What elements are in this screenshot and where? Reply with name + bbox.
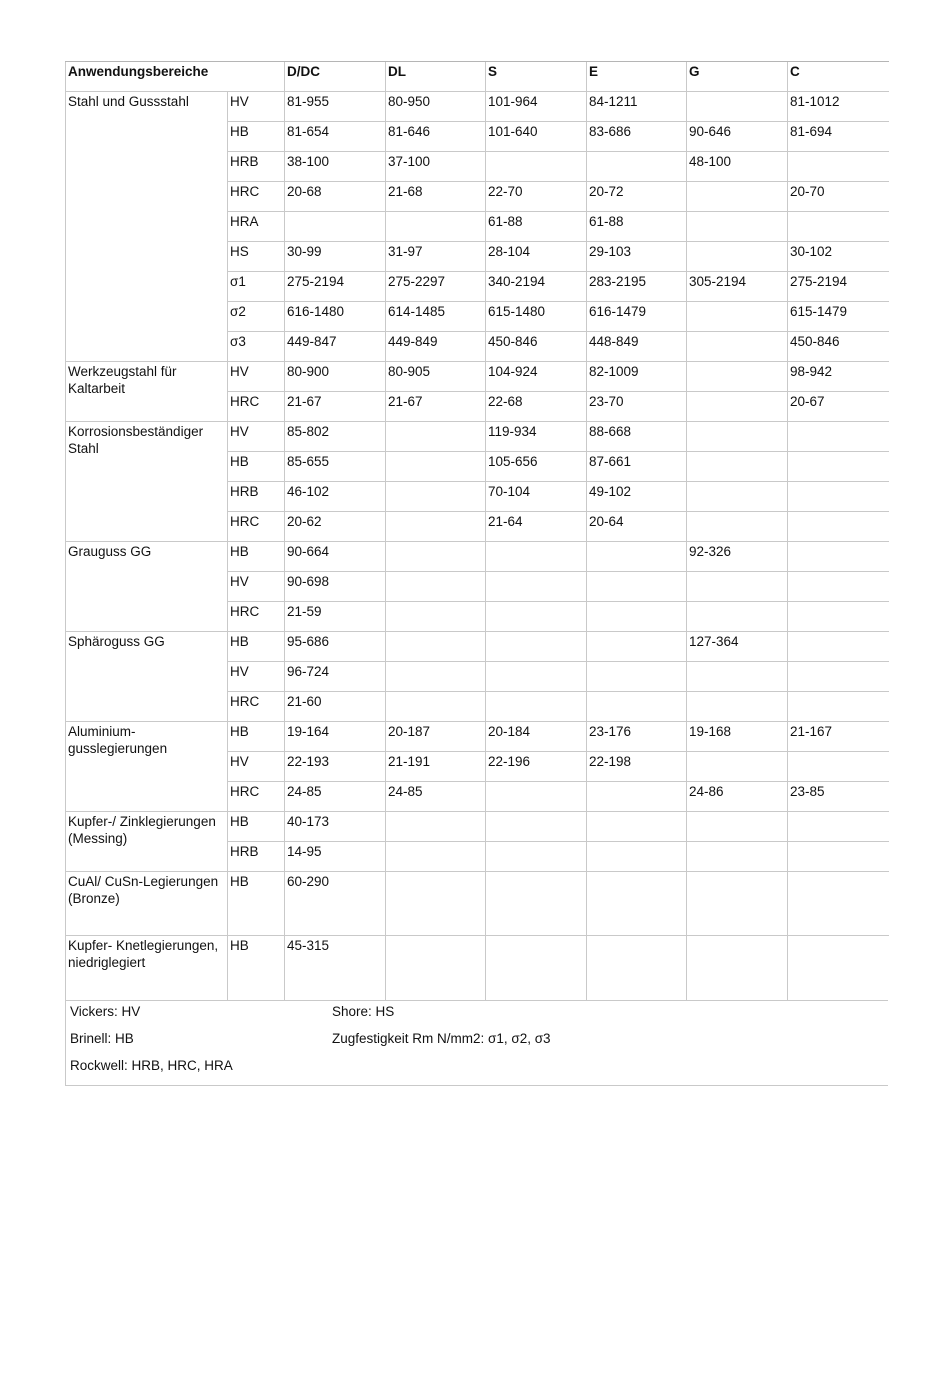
method-cell: HRC [228, 512, 285, 542]
value-cell [687, 936, 788, 1000]
value-cell: 83-686 [587, 122, 687, 152]
value-cell: 92-326 [687, 542, 788, 572]
value-cell: 48-100 [687, 152, 788, 182]
method-cell: HRB [228, 482, 285, 512]
value-cell [788, 542, 889, 572]
value-cell: 95-686 [285, 632, 386, 662]
value-cell [788, 482, 889, 512]
value-cell [486, 572, 587, 602]
method-cell: HV [228, 752, 285, 782]
value-cell: 24-86 [687, 782, 788, 812]
area-label: Kupfer- Knetlegierungen, niedriglegiert [66, 936, 228, 1000]
value-cell: 82-1009 [587, 362, 687, 392]
value-cell [386, 602, 486, 632]
value-cell: 23-70 [587, 392, 687, 422]
value-cell [386, 632, 486, 662]
value-cell: 60-290 [285, 872, 386, 936]
value-cell [687, 812, 788, 842]
value-cell [687, 872, 788, 936]
value-cell: 46-102 [285, 482, 386, 512]
value-cell: 20-62 [285, 512, 386, 542]
value-cell: 275-2194 [285, 272, 386, 302]
value-cell: 449-849 [386, 332, 486, 362]
method-cell: HV [228, 422, 285, 452]
value-cell [788, 692, 889, 722]
method-cell: HRB [228, 842, 285, 872]
value-cell: 87-661 [587, 452, 687, 482]
method-cell: HB [228, 812, 285, 842]
value-cell [486, 662, 587, 692]
value-cell: 61-88 [486, 212, 587, 242]
value-cell: 21-60 [285, 692, 386, 722]
value-cell [788, 602, 889, 632]
method-cell: HV [228, 362, 285, 392]
value-cell: 19-168 [687, 722, 788, 752]
value-cell [788, 752, 889, 782]
hardness-table [65, 61, 889, 1000]
value-cell [788, 872, 889, 936]
value-cell [386, 572, 486, 602]
value-cell: 21-67 [386, 392, 486, 422]
value-cell [687, 302, 788, 332]
header-e: E [587, 62, 687, 92]
value-cell: 30-102 [788, 242, 889, 272]
value-cell: 340-2194 [486, 272, 587, 302]
method-cell: HV [228, 662, 285, 692]
area-label: Stahl und Gussstahl [66, 92, 228, 362]
area-label: Korrosionsbeständiger Stahl [66, 422, 228, 542]
table-body [66, 62, 889, 1000]
value-cell: 101-640 [486, 122, 587, 152]
method-cell: HRC [228, 602, 285, 632]
value-cell [788, 212, 889, 242]
value-cell: 449-847 [285, 332, 386, 362]
value-cell: 21-59 [285, 602, 386, 632]
value-cell: 450-846 [486, 332, 587, 362]
value-cell [687, 752, 788, 782]
value-cell: 40-173 [285, 812, 386, 842]
value-cell [687, 452, 788, 482]
value-cell [587, 692, 687, 722]
area-label: Grauguss GG [66, 542, 228, 632]
value-cell [587, 842, 687, 872]
value-cell [687, 182, 788, 212]
table-row [66, 812, 889, 842]
value-cell [587, 152, 687, 182]
method-cell: HV [228, 92, 285, 122]
value-cell: 21-191 [386, 752, 486, 782]
value-cell: 24-85 [386, 782, 486, 812]
method-cell: HB [228, 452, 285, 482]
value-cell: 22-196 [486, 752, 587, 782]
value-cell [386, 936, 486, 1000]
value-cell: 20-187 [386, 722, 486, 752]
value-cell: 70-104 [486, 482, 587, 512]
value-cell: 90-646 [687, 122, 788, 152]
header-row [66, 62, 889, 92]
value-cell [386, 662, 486, 692]
table-row [66, 936, 889, 1000]
value-cell: 81-955 [285, 92, 386, 122]
value-cell: 24-85 [285, 782, 386, 812]
value-cell [587, 632, 687, 662]
value-cell [687, 572, 788, 602]
value-cell: 20-64 [587, 512, 687, 542]
table-row [66, 542, 889, 572]
value-cell: 614-1485 [386, 302, 486, 332]
value-cell: 22-70 [486, 182, 587, 212]
table-row [66, 722, 889, 752]
value-cell: 81-694 [788, 122, 889, 152]
table-row [66, 872, 889, 936]
value-cell: 101-964 [486, 92, 587, 122]
value-cell [687, 392, 788, 422]
value-cell [486, 812, 587, 842]
value-cell: 20-72 [587, 182, 687, 212]
value-cell [687, 842, 788, 872]
value-cell [687, 362, 788, 392]
method-cell: σ2 [228, 302, 285, 332]
value-cell [486, 632, 587, 662]
value-cell: 80-900 [285, 362, 386, 392]
value-cell: 20-67 [788, 392, 889, 422]
value-cell: 22-193 [285, 752, 386, 782]
value-cell [386, 872, 486, 936]
value-cell: 61-88 [587, 212, 687, 242]
value-cell: 127-364 [687, 632, 788, 662]
area-label: Sphäroguss GG [66, 632, 228, 722]
value-cell: 105-656 [486, 452, 587, 482]
table-row [66, 632, 889, 662]
value-cell [486, 782, 587, 812]
value-cell: 22-198 [587, 752, 687, 782]
value-cell: 20-184 [486, 722, 587, 752]
value-cell: 38-100 [285, 152, 386, 182]
value-cell [587, 936, 687, 1000]
method-cell: HRB [228, 152, 285, 182]
value-cell [486, 542, 587, 572]
value-cell [486, 842, 587, 872]
value-cell [486, 152, 587, 182]
area-label: Werkzeugstahl für Kaltarbeit [66, 362, 228, 422]
method-cell: HV [228, 572, 285, 602]
method-cell: HRC [228, 392, 285, 422]
legend [65, 1000, 888, 1086]
value-cell: 45-315 [285, 936, 386, 1000]
value-cell [788, 632, 889, 662]
legend-shore: Shore: HS [332, 1003, 395, 1019]
value-cell: 448-849 [587, 332, 687, 362]
value-cell: 22-68 [486, 392, 587, 422]
value-cell: 615-1479 [788, 302, 889, 332]
header-ddc: D/DC [285, 62, 386, 92]
value-cell [386, 212, 486, 242]
value-cell [687, 602, 788, 632]
value-cell: 85-655 [285, 452, 386, 482]
value-cell [687, 482, 788, 512]
value-cell: 616-1480 [285, 302, 386, 332]
value-cell: 104-924 [486, 362, 587, 392]
value-cell: 37-100 [386, 152, 486, 182]
value-cell [486, 692, 587, 722]
value-cell: 28-104 [486, 242, 587, 272]
value-cell: 23-176 [587, 722, 687, 752]
value-cell [788, 512, 889, 542]
value-cell [687, 212, 788, 242]
value-cell [687, 692, 788, 722]
value-cell: 21-167 [788, 722, 889, 752]
value-cell: 80-950 [386, 92, 486, 122]
value-cell: 616-1479 [587, 302, 687, 332]
value-cell: 88-668 [587, 422, 687, 452]
value-cell: 90-664 [285, 542, 386, 572]
value-cell [587, 872, 687, 936]
value-cell [788, 422, 889, 452]
value-cell [486, 872, 587, 936]
value-cell: 615-1480 [486, 302, 587, 332]
value-cell: 81-654 [285, 122, 386, 152]
method-cell: HRA [228, 212, 285, 242]
header-area: Anwendungsbereiche [66, 62, 285, 92]
value-cell: 30-99 [285, 242, 386, 272]
value-cell: 275-2194 [788, 272, 889, 302]
area-label: CuAl/ CuSn-Legierungen (Bronze) [66, 872, 228, 936]
value-cell: 21-68 [386, 182, 486, 212]
header-g: G [687, 62, 788, 92]
method-cell: HRC [228, 782, 285, 812]
area-label: Kupfer-/ Zinklegierungen (Messing) [66, 812, 228, 872]
value-cell: 90-698 [285, 572, 386, 602]
value-cell [687, 512, 788, 542]
value-cell [386, 452, 486, 482]
value-cell: 305-2194 [687, 272, 788, 302]
value-cell [587, 602, 687, 632]
value-cell [587, 572, 687, 602]
method-cell: HB [228, 936, 285, 1000]
legend-brinell: Brinell: HB [70, 1030, 134, 1046]
area-label: Aluminium- gusslegierungen [66, 722, 228, 812]
table-row [66, 92, 889, 122]
method-cell: HB [228, 122, 285, 152]
value-cell [687, 662, 788, 692]
value-cell: 85-802 [285, 422, 386, 452]
value-cell [486, 936, 587, 1000]
value-cell [687, 332, 788, 362]
document-page [65, 61, 888, 1086]
value-cell: 19-164 [285, 722, 386, 752]
value-cell [386, 812, 486, 842]
legend-zugfestigkeit: Zugfestigkeit Rm N/mm2: σ1, σ2, σ3 [332, 1030, 551, 1046]
value-cell [587, 662, 687, 692]
header-c: C [788, 62, 889, 92]
value-cell: 283-2195 [587, 272, 687, 302]
value-cell [788, 572, 889, 602]
value-cell [386, 512, 486, 542]
method-cell: HRC [228, 692, 285, 722]
value-cell [386, 542, 486, 572]
value-cell: 81-646 [386, 122, 486, 152]
table-row [66, 422, 889, 452]
value-cell [687, 422, 788, 452]
value-cell: 450-846 [788, 332, 889, 362]
value-cell [386, 422, 486, 452]
value-cell: 81-1012 [788, 92, 889, 122]
method-cell: HB [228, 872, 285, 936]
value-cell: 21-67 [285, 392, 386, 422]
value-cell: 20-68 [285, 182, 386, 212]
value-cell [587, 542, 687, 572]
value-cell [386, 482, 486, 512]
method-cell: HB [228, 632, 285, 662]
table-row [66, 362, 889, 392]
value-cell: 275-2297 [386, 272, 486, 302]
value-cell: 80-905 [386, 362, 486, 392]
value-cell [386, 692, 486, 722]
value-cell [587, 782, 687, 812]
value-cell [788, 452, 889, 482]
header-s: S [486, 62, 587, 92]
value-cell: 20-70 [788, 182, 889, 212]
legend-rockwell: Rockwell: HRB, HRC, HRA [70, 1057, 233, 1073]
value-cell: 84-1211 [587, 92, 687, 122]
value-cell [486, 602, 587, 632]
value-cell [285, 212, 386, 242]
value-cell [788, 842, 889, 872]
value-cell: 21-64 [486, 512, 587, 542]
value-cell: 31-97 [386, 242, 486, 272]
value-cell [687, 92, 788, 122]
value-cell: 29-103 [587, 242, 687, 272]
method-cell: σ1 [228, 272, 285, 302]
method-cell: σ3 [228, 332, 285, 362]
value-cell: 23-85 [788, 782, 889, 812]
value-cell [386, 842, 486, 872]
value-cell [788, 936, 889, 1000]
value-cell [788, 662, 889, 692]
value-cell [788, 812, 889, 842]
value-cell [687, 242, 788, 272]
method-cell: HS [228, 242, 285, 272]
value-cell [587, 812, 687, 842]
value-cell: 119-934 [486, 422, 587, 452]
method-cell: HB [228, 722, 285, 752]
value-cell: 49-102 [587, 482, 687, 512]
header-dl: DL [386, 62, 486, 92]
value-cell: 96-724 [285, 662, 386, 692]
value-cell [788, 152, 889, 182]
value-cell: 98-942 [788, 362, 889, 392]
method-cell: HRC [228, 182, 285, 212]
legend-vickers: Vickers: HV [70, 1003, 141, 1019]
method-cell: HB [228, 542, 285, 572]
value-cell: 14-95 [285, 842, 386, 872]
